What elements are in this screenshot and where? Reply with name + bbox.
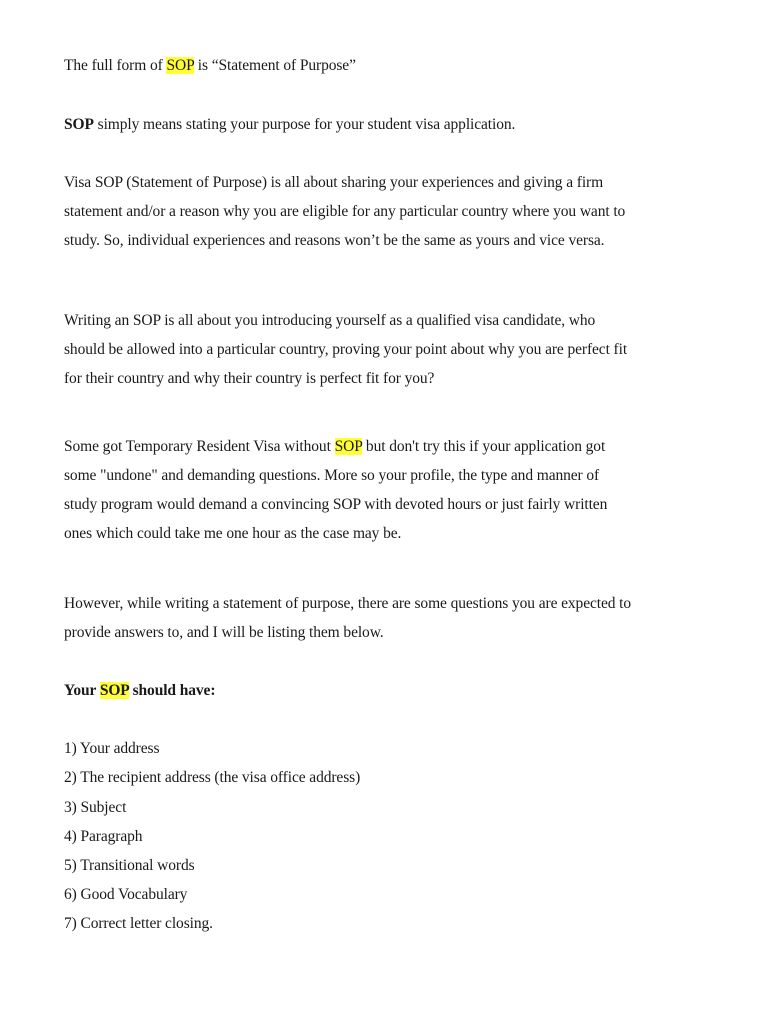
however-line-1: However, while writing a statement of purpose, there are some questions you are expected to [64,595,632,612]
list-item: 1) Your address [64,740,160,757]
text-run: should have: [128,682,216,699]
highlighted-term: SOP [166,57,195,74]
list-item: 3) Subject [64,799,127,816]
list-item: 6) Good Vocabulary [64,886,188,903]
text-run: is “Statement of Purpose” [194,57,356,74]
text-run: The full form of [64,57,167,74]
list-item: 2) The recipient address (the visa office address) [64,769,361,786]
visa-sop-line-3: study. So, individual experiences and reasons won’t be the same as yours and vice versa. [64,232,605,249]
writing-sop-line-2: should be allowed into a particular country, proving your point about why you are perfect fit [64,341,628,358]
writing-sop-line-1: Writing an SOP is all about you introducing yourself as a qualified visa candidate, who [64,312,596,329]
trv-line-2: some "undone" and demanding questions. More so your profile, the type and manner of [64,467,600,484]
trv-line-3: study program would demand a convincing SOP with devoted hours or just fairly written [64,496,608,513]
full-form-line [64,56,356,76]
text-run: Your [64,682,100,699]
trv-line-4: ones which could take me one hour as the case may be. [64,525,402,542]
bold-term: SOP [64,116,94,133]
text-run: but don't try this if your application got [362,438,606,455]
list-heading [64,681,215,701]
highlighted-term: SOP [334,438,363,455]
visa-sop-line-2: statement and/or a reason why you are eligible for any particular country where you want to [64,203,626,220]
highlighted-term: SOP [99,682,129,699]
writing-sop-line-3: for their country and why their country is perfect fit for you? [64,370,435,387]
sop-meaning-line [64,115,515,135]
text-run: Some got Temporary Resident Visa without [64,438,335,455]
trv-line-1 [64,437,605,457]
list-item: 7) Correct letter closing. [64,915,213,932]
list-item: 5) Transitional words [64,857,195,874]
list-item: 4) Paragraph [64,828,143,845]
visa-sop-line-1: Visa SOP (Statement of Purpose) is all about sharing your experiences and giving a firm [64,174,604,191]
text-run: simply means stating your purpose for your student visa application. [93,116,516,133]
however-line-2: provide answers to, and I will be listing them below. [64,624,384,641]
